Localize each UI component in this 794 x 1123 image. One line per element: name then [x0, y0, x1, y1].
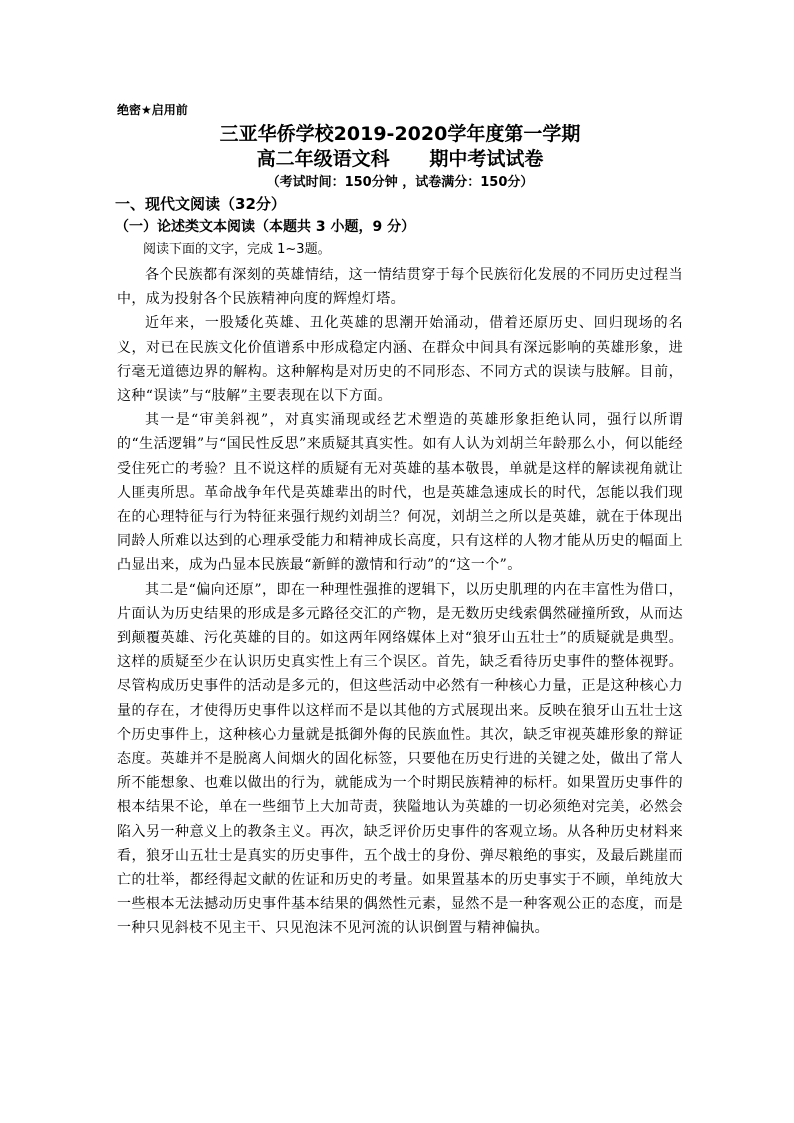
part-heading: （一）论述类文本阅读（本题共 3 小题，9 分） [115, 219, 416, 235]
section-heading: 一、现代文阅读（32分） [115, 195, 286, 213]
exam-title-school: 三亚华侨学校2019-2020学年度第一学期 [219, 123, 581, 145]
passage-paragraph-4: 其二是“偏向还原”，即在一种理性强推的逻辑下，以历史肌理的内在丰富性为借口，片面认为历史结果的形成是多元路径交汇的产物，是无数历史线索偶然碰撞所致，从而达到颠覆英雄、污化英雄的目的。如这两年网络媒体上对“狼牙山五壮士”的质疑就是典型。这样的质疑至少在认识历史真实性上有三个误区。首先，缺乏看待历史事件的整体视野。尽管构成历史事件的活动是多元的，但这些活动中必然有一种核心力量，正是这种核心力量的存在，才使得历史事件以这样而不是以其他的方式展现出来。反映在狼牙山五壮士这个历史事件上，这种核心力量就是抵御外侮的民族血性。其次，缺乏审视英雄形象的辩证态度。英雄并不是脱离人间烟火的固化标签，只要他在历史行进的关键之处，做出了常人所不能想象、也难以做出的行为，就能成为一个时期民族精神的标杆。如果置历史事件的根本结果不论，单在一些细节上大加苛责，狭隘地认为英雄的一切必须绝对完美，必然会陷入另一种意义上的教条主义。再次，缺乏评价历史事件的客观立场。从各种历史材料来看，狼牙山五壮士是真实的历史事件，五个战士的身份、弹尽粮绝的事实，及最后跳崖而亡的壮举，都经得起文献的佐证和历史的考量。如果置基本的历史事实于不顾，单纯放大一些根本无法撼动历史事件基本结果的偶然性元素，显然不是一种客观公正的态度，而是一种只见斜枝不见主干、只见泡沫不见河流的认识倒置与精神偏执。 [117, 581, 683, 937]
secret-mark: 绝密★启用前 [117, 103, 188, 117]
passage [117, 263, 683, 941]
reading-instruction: 阅读下面的文字，完成 1~3题。 [143, 242, 331, 257]
exam-title-subject: 高二年级语文科 期中考试试卷 [256, 148, 544, 170]
passage-paragraph-3: 其一是“审美斜视”，对真实涌现或经艺术塑造的英雄形象拒绝认同，强行以所谓的“生活逻辑”与“国民性反思”来质疑其真实性。如有人认为刘胡兰年龄那么小，何以能经受住死亡的考验？且不说这样的质疑有无对英雄的基本敬畏，单就是这样的解读视角就让人匪夷所思。革命战争年代是英雄辈出的时代，也是英雄急速成长的时代，怎能以我们现在的心理特征与行为特征来强行规约刘胡兰？何况，刘胡兰之所以是英雄，就在于体现出同龄人所难以达到的心理承受能力和精神成长高度，只有这样的人物才能从历史的幅面上凸显出来，成为凸显本民族最“新鲜的激情和行动”的“这一个”。 [117, 412, 683, 574]
exam-info: （考试时间：150分钟 ，试卷满分：150分） [266, 175, 534, 190]
passage-paragraph-1: 各个民族都有深刻的英雄情结，这一情结贯穿于每个民族衍化发展的不同历史过程当中，成为投射各个民族精神向度的辉煌灯塔。 [117, 267, 683, 308]
exam-page [117, 102, 683, 941]
passage-paragraph-2: 近年来，一股矮化英雄、丑化英雄的思潮开始涌动，借着还原历史、回归现场的名义，对已在民族文化价值谱系中形成稳定内涵、在群众中间具有深远影响的英雄形象，进行毫无道德边界的解构。这种解构是对历史的不同形态、不同方式的误读与肢解。目前，这种“误读”与“肢解”主要表现在以下方面。 [117, 315, 683, 405]
